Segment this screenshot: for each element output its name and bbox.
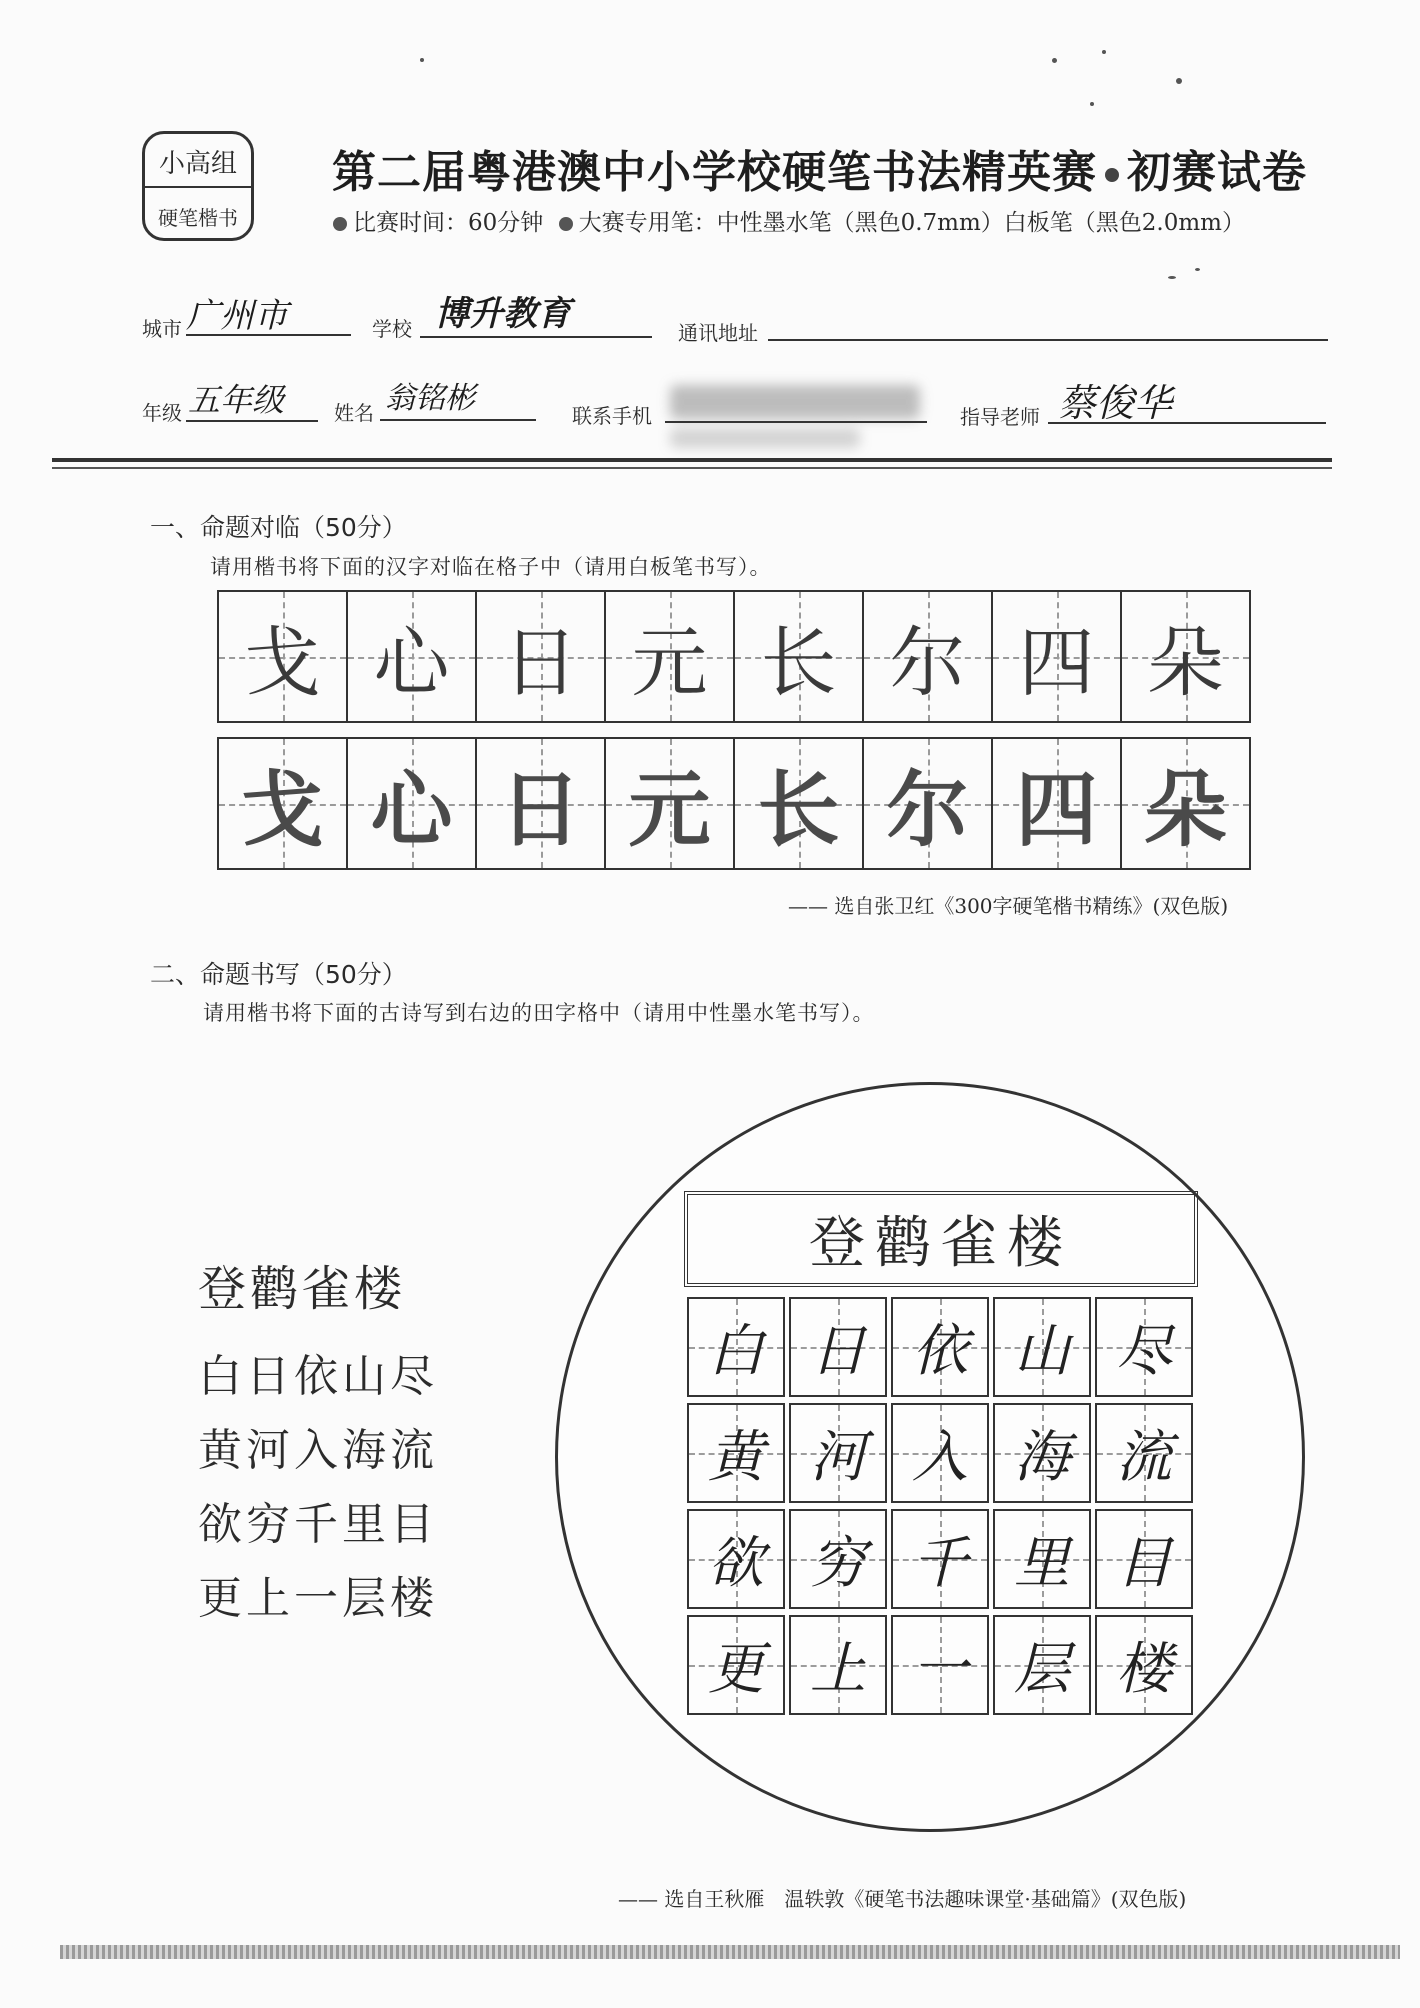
bullet-icon [559,217,573,231]
scan-edge-band [60,1945,1400,1959]
poem-grid-character: 层 [1014,1637,1070,1702]
grid-cell[interactable] [991,592,1120,721]
grid-character: 心 [370,762,453,858]
school-label: 学校 [372,317,412,341]
exam-time: 比赛时间：60分钟 [353,210,544,236]
grid-character: 四 [1015,762,1098,858]
poem-grid-cell[interactable] [687,1403,785,1503]
phone-redacted-shadow [670,428,860,448]
header-rule-thin [52,467,1332,469]
group-badge [142,131,254,241]
grid-character: 日 [499,762,582,858]
poem-grid-row [687,1509,1197,1609]
poem-grid-cell[interactable] [1095,1615,1193,1715]
poem-grid-character: 千 [912,1531,968,1596]
grid-character: 朵 [1144,762,1227,858]
poem-grid-character: 里 [1014,1531,1070,1596]
poem-grid-row [687,1615,1197,1715]
header-rule-thick [52,458,1332,462]
poem-grid-character: 入 [912,1425,968,1490]
grade-underline[interactable] [186,420,318,422]
grid-character: 戈 [244,618,321,707]
title-dot-icon [1105,168,1119,182]
copy-grid-written[interactable] [217,590,1251,723]
teacher-value: 蔡俊华 [1058,381,1173,425]
grid-character: 心 [373,618,450,707]
copy-grid-model [217,737,1251,870]
poem-grid-row [687,1297,1197,1397]
written-poem-title-box[interactable] [684,1191,1198,1287]
grid-cell[interactable] [733,592,862,721]
grid-cell [862,739,991,868]
exam-pen: 大赛专用笔：中性墨水笔（黑色0.7mm）白板笔（黑色2.0mm） [578,210,1245,236]
poem-grid-character: 更 [708,1637,764,1702]
section1-heading: 一、命题对临（50分） [150,513,407,542]
school-underline[interactable] [420,336,652,338]
badge-group-label: 小高组 [158,149,237,179]
scan-speck [1090,102,1094,106]
written-poem-title: 登鹳雀楼 [809,1211,1073,1276]
exam-subtitle [333,204,1245,237]
grid-character: 长 [760,618,837,707]
poem-grid-character: 黄 [708,1425,764,1490]
poem-grid-character: 楼 [1116,1637,1172,1702]
poem-grid-character: 依 [912,1319,968,1384]
scan-speck [420,58,424,62]
grid-character: 戈 [241,762,324,858]
section1-source: —— 选自张卫红《300字硬笔楷书精练》(双色版) [788,894,1229,918]
school-value: 博升教育 [435,294,571,334]
poem-grid-row [687,1403,1197,1503]
poem-grid-cell[interactable] [789,1403,887,1503]
grid-character: 尔 [889,618,966,707]
section1-instruction: 请用楷书将下面的汉字对临在格子中（请用白板笔书写）。 [210,555,772,579]
grid-character: 长 [757,762,840,858]
address-underline[interactable] [768,339,1328,341]
phone-underline[interactable] [665,421,927,423]
poem-grid-cell[interactable] [1095,1297,1193,1397]
poem-grid-cell[interactable] [993,1297,1091,1397]
grid-character: 元 [628,762,711,858]
grade-label: 年级 [142,401,182,425]
grid-cell[interactable] [219,592,346,721]
poem-grid-character: 尽 [1116,1319,1172,1384]
poem-grid-cell[interactable] [891,1403,989,1503]
poem-grid-cell[interactable] [993,1509,1091,1609]
grid-cell [475,739,604,868]
poem-grid-character: 目 [1116,1531,1172,1596]
poem-grid-character: 流 [1116,1425,1172,1490]
poem-grid-cell[interactable] [789,1615,887,1715]
poem-title: 登鹳雀楼 [198,1261,407,1317]
grid-cell[interactable] [346,592,475,721]
grid-character: 朵 [1147,618,1224,707]
poem-grid-cell[interactable] [687,1509,785,1609]
poem-grid-cell[interactable] [789,1509,887,1609]
grade-value: 五年级 [188,381,285,419]
scan-speck [1102,50,1106,54]
poem-grid-character: 一 [912,1637,968,1702]
grid-cell [733,739,862,868]
poem-grid-cell[interactable] [891,1297,989,1397]
scan-speck [1195,268,1200,271]
grid-cell[interactable] [475,592,604,721]
city-underline[interactable] [186,334,351,336]
name-value: 翁铭彬 [385,381,475,416]
teacher-underline[interactable] [1048,422,1326,424]
poem-grid-character: 欲 [708,1531,764,1596]
poem-line-4: 更上一层楼 [198,1573,438,1624]
exam-title [332,136,1307,200]
name-underline[interactable] [380,419,536,421]
poem-grid-character: 穷 [810,1531,866,1596]
city-value: 广州市 [186,296,288,336]
phone-redacted [670,385,920,419]
grid-character: 四 [1018,618,1095,707]
poem-grid-character: 山 [1014,1319,1070,1384]
section2-source: —— 选自王秋雁 温轶敦《硬笔书法趣味课堂·基础篇》(双色版) [618,1887,1187,1911]
exam-title-main: 第二届粤港澳中小学校硬笔书法精英赛 [332,147,1097,198]
grid-cell[interactable] [1120,592,1249,721]
poem-grid-cell[interactable] [891,1509,989,1609]
poem-writing-grid[interactable] [687,1297,1197,1721]
poem-line-2: 黄河入海流 [198,1425,438,1476]
bullet-icon [333,217,347,231]
teacher-label: 指导老师 [960,405,1040,429]
poem-grid-character: 上 [810,1637,866,1702]
poem-grid-cell[interactable] [891,1615,989,1715]
grid-cell [346,739,475,868]
scan-speck [1168,276,1176,279]
grid-cell [604,739,733,868]
grid-cell [1120,739,1249,868]
section2-instruction: 请用楷书将下面的古诗写到右边的田字格中（请用中性墨水笔书写）。 [203,1001,875,1025]
name-label: 姓名 [334,401,374,425]
poem-grid-character: 日 [810,1319,866,1384]
phone-label: 联系手机 [572,404,652,428]
poem-grid-cell[interactable] [993,1615,1091,1715]
poem-grid-cell[interactable] [789,1297,887,1397]
poem-grid-cell[interactable] [687,1297,785,1397]
address-label: 通讯地址 [678,321,758,345]
grid-cell[interactable] [862,592,991,721]
poem-grid-character: 河 [810,1425,866,1490]
grid-character: 日 [502,618,579,707]
grid-cell [219,739,346,868]
section2-heading: 二、命题书写（50分） [150,960,407,989]
poem-grid-cell[interactable] [687,1615,785,1715]
scan-speck [1052,58,1057,63]
badge-category-label: 硬笔楷书 [158,206,238,230]
poem-grid-character: 海 [1014,1425,1070,1490]
poem-line-1: 白日依山尽 [198,1351,438,1402]
grid-character: 尔 [886,762,969,858]
exam-title-suffix: 初赛试卷 [1127,147,1307,198]
poem-line-3: 欲穷千里目 [198,1499,438,1550]
grid-character: 元 [631,618,708,707]
grid-cell[interactable] [604,592,733,721]
grid-cell [991,739,1120,868]
poem-grid-cell[interactable] [993,1403,1091,1503]
poem-grid-character: 白 [708,1319,764,1384]
city-label: 城市 [142,317,182,341]
scan-speck [1176,78,1182,84]
badge-divider [145,186,251,188]
poem-grid-cell[interactable] [1095,1403,1193,1503]
poem-grid-cell[interactable] [1095,1509,1193,1609]
